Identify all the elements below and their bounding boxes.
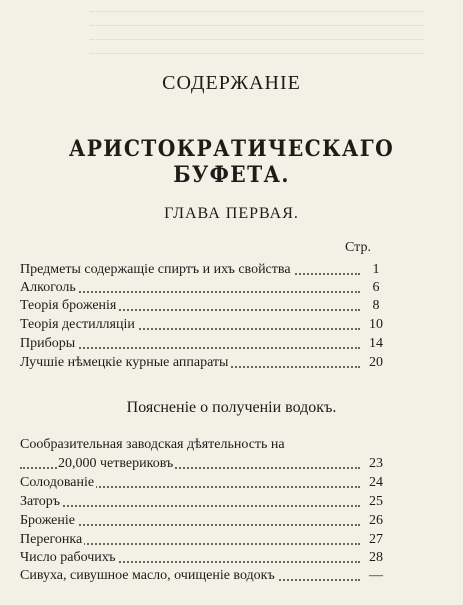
section-heading: Поясненіе о полученіи водокъ. [126,399,337,416]
bleed-through-line [0,22,463,30]
toc-entry-text: Приборы [20,336,76,351]
toc-entry [20,279,390,297]
toc-page-number: 10 [369,317,383,332]
toc-page-number: 27 [369,532,383,547]
toc-page-number: — [369,568,383,583]
book-title: АРИСТОКРАТИЧЕСКАГО БУФЕТА. [68,136,395,188]
page-column-label: Стр. [345,240,371,255]
toc-page-number: 6 [372,280,380,295]
toc-page-number: 24 [369,475,383,490]
toc-entry-text: Сообразительная заводская дѣятельность на [20,437,285,452]
toc-entry [20,316,390,334]
toc-entry-text: Перегонка [20,532,83,547]
toc-entry-text: Лучшіе нѣмецкіе курные аппараты [20,355,229,370]
bleed-through-line [0,8,463,16]
toc-page-number: 8 [372,298,380,313]
toc-page-number: 20 [369,355,383,370]
toc-entry-text: 20,000 четвериковъ [58,456,174,471]
bleed-through-line [0,50,463,58]
toc-entry-text: Заторъ [20,494,61,509]
toc-entry [20,455,390,473]
toc-page-number: 28 [369,550,383,565]
chapter-heading: ГЛАВА ПЕРВАЯ. [164,205,299,222]
toc-entry-text: Число рабочихъ [20,550,116,565]
toc-entry [20,261,390,279]
toc-entry-text: Предметы содержащіе спиртъ и ихъ свойства [20,262,291,277]
toc-entry [20,474,390,492]
bleed-through-line [0,36,463,44]
toc-entry [20,512,390,530]
toc-page-number: 25 [369,494,383,509]
toc-entry-text: Теорія дестилляціи [20,317,135,332]
toc-entry [20,531,390,549]
contents-heading: СОДЕРЖАНІЕ [162,72,301,94]
toc-entry-text: Броженіе [20,513,75,528]
toc-entry-text: Солодованіе [20,475,95,490]
toc-entry [20,493,390,511]
toc-page-number: 1 [372,262,380,277]
toc-entry [20,549,390,567]
toc-entry-text: Алкоголь [20,280,76,295]
toc-page-number: 23 [369,456,383,471]
toc-entry [20,567,390,585]
toc-entry-text: Теорія броженія [20,298,117,313]
toc-entry-text: Сивуха, сивушное масло, очищеніе водокъ [20,568,275,583]
toc-entry [20,354,390,372]
toc-entry [20,335,390,353]
leader-dots [20,505,360,507]
toc-entry [20,297,390,315]
toc-page-number: 14 [369,336,383,351]
toc-page-number: 26 [369,513,383,528]
